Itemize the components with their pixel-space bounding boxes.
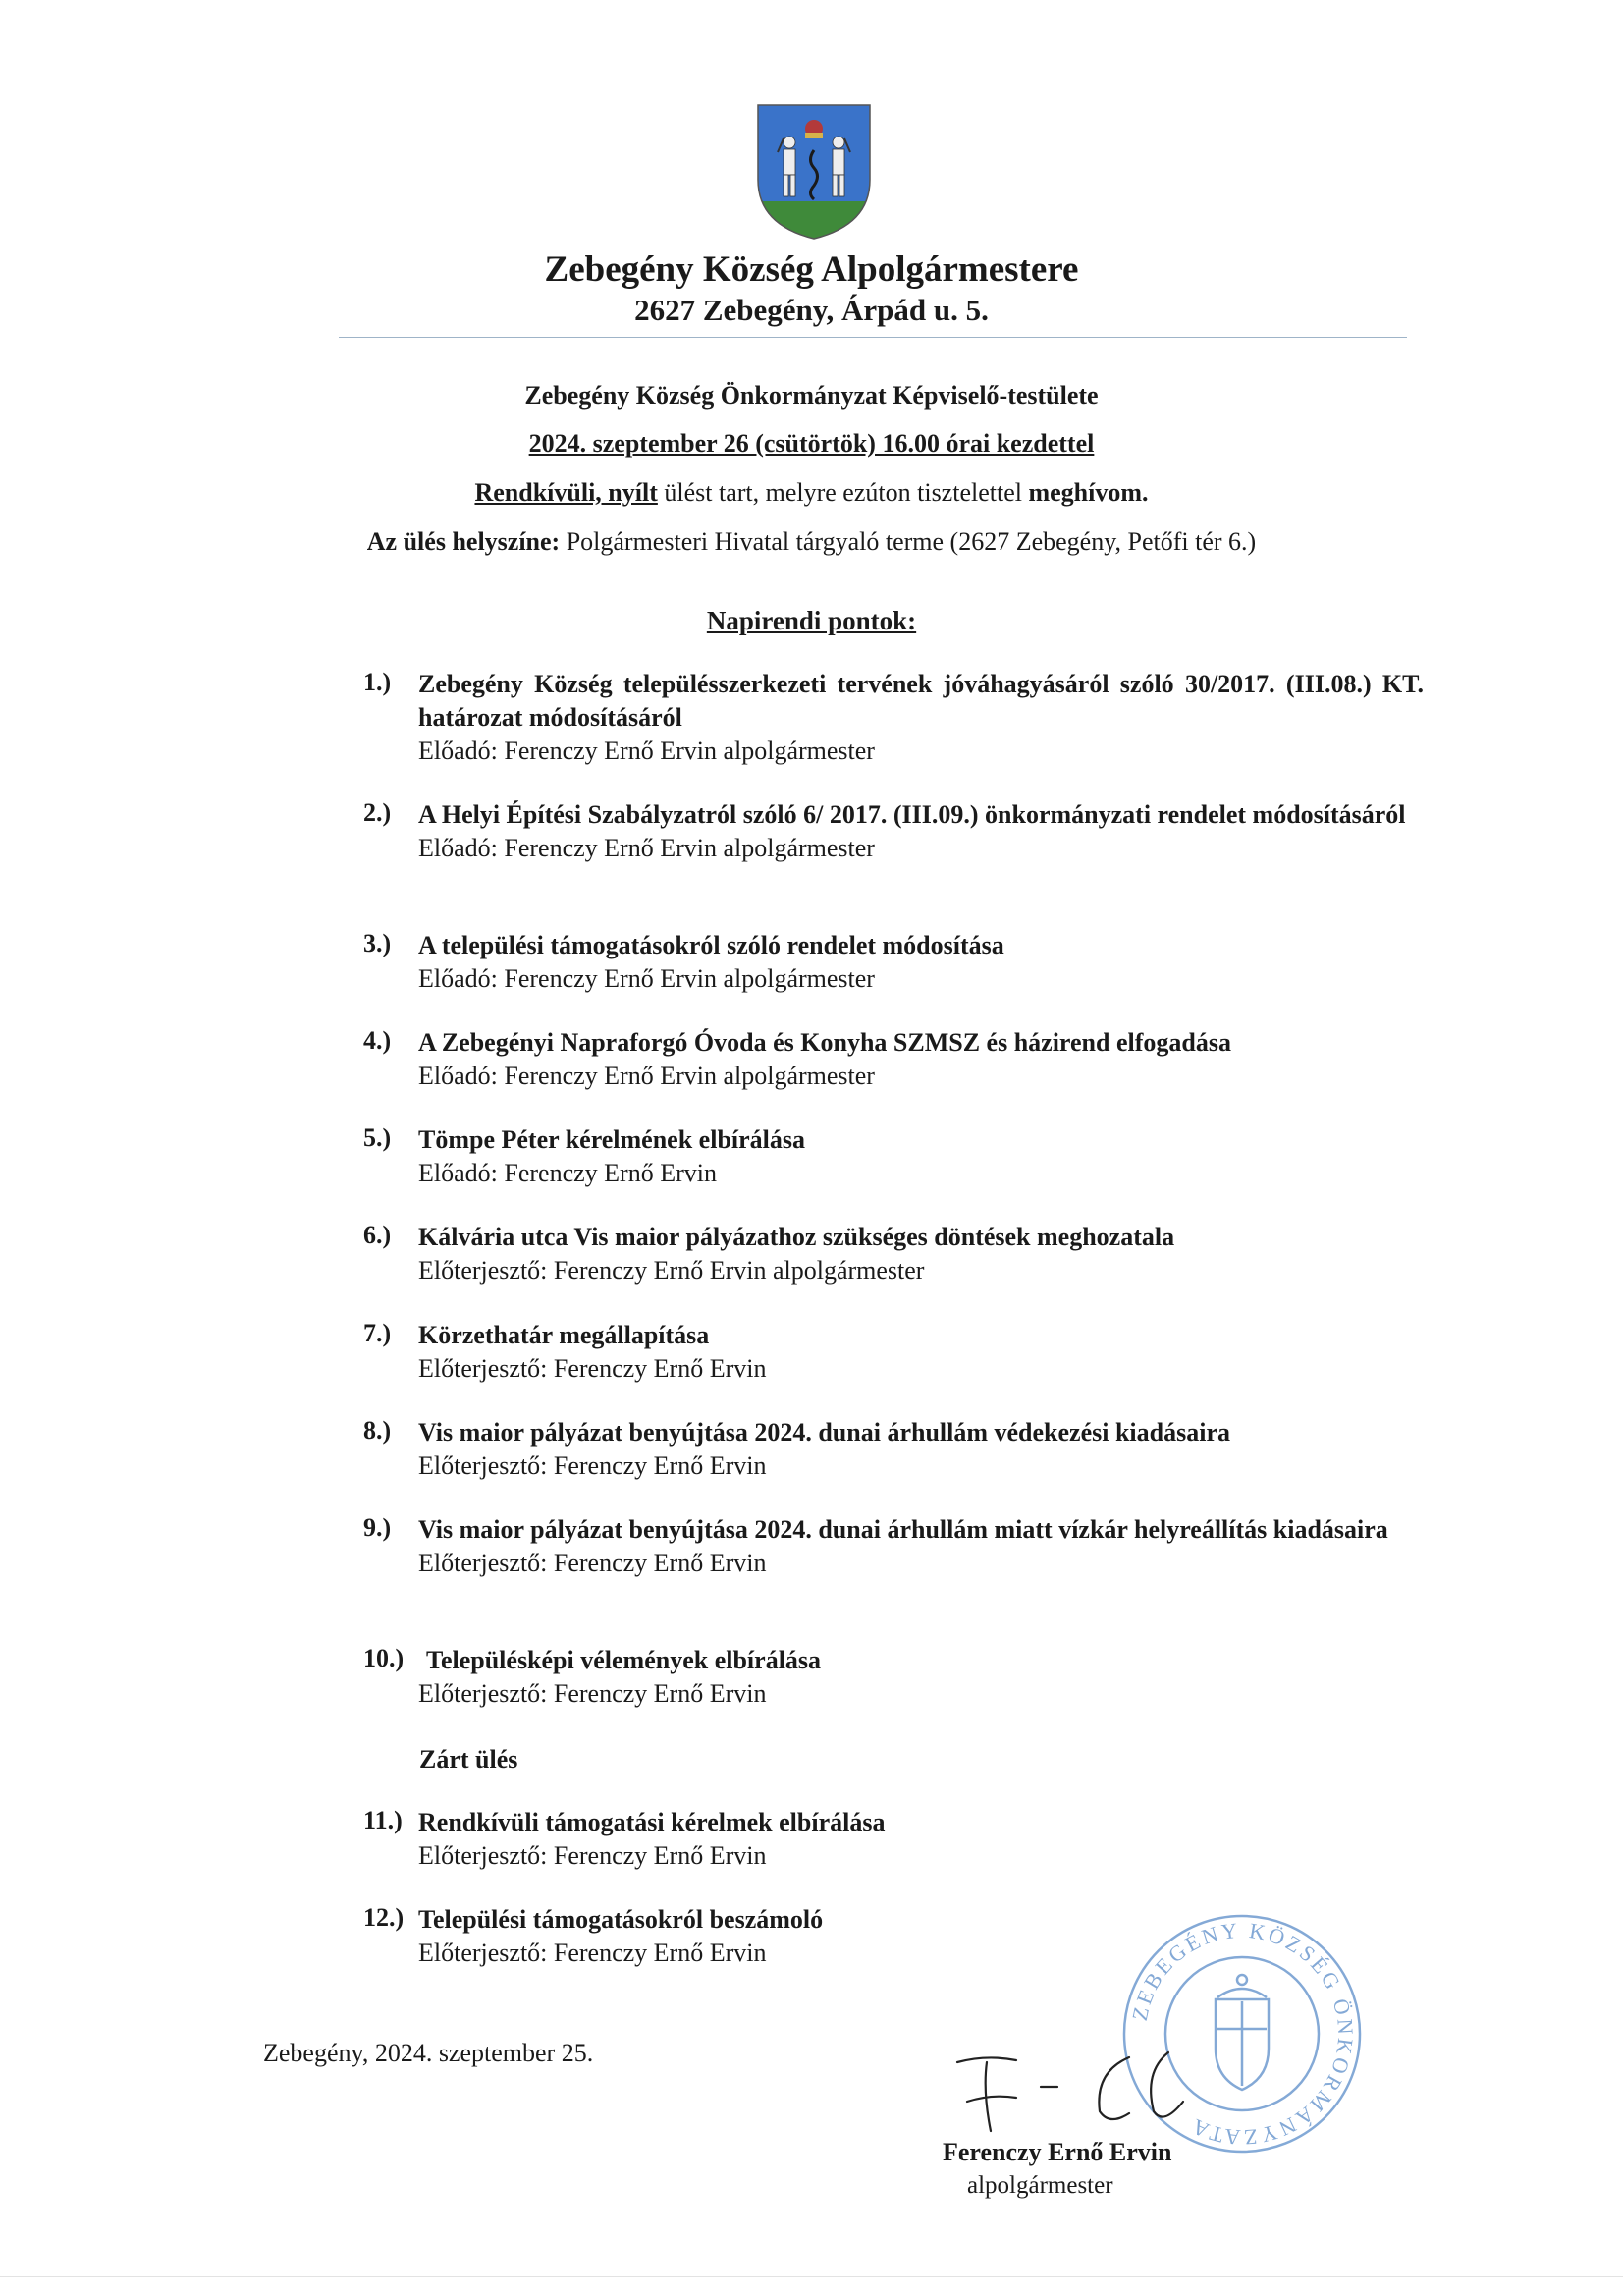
agenda-item <box>363 1319 1424 1386</box>
agenda-presenter: Előadó: Ferenczy Ernő Ervin <box>418 1159 717 1187</box>
agenda-number: 10.) <box>363 1644 405 1672</box>
agenda-title: Vis maior pályázat benyújtása 2024. dunai árhullám védekezési kiadásaira <box>418 1418 1230 1447</box>
invitation-end: meghívom. <box>1028 478 1149 507</box>
venue-text: Polgármesteri Hivatal tárgyaló terme (2627 Zebegény, Petőfi tér 6.) <box>560 527 1257 556</box>
agenda-number: 12.) <box>363 1903 405 1932</box>
handwritten-signature <box>947 2033 1242 2141</box>
agenda-number: 6.) <box>363 1221 392 1249</box>
agenda-title: Vis maior pályázat benyújtása 2024. dunai árhullám miatt vízkár helyreállítás kiadásaira <box>418 1515 1388 1544</box>
agenda-number: 1.) <box>363 668 392 696</box>
coat-of-arms <box>756 103 872 241</box>
agenda-number: 11.) <box>363 1806 403 1834</box>
page-bottom-line <box>0 2276 1623 2277</box>
agenda-item <box>363 1513 1424 1580</box>
agenda-presenter: Előterjesztő: Ferenczy Ernő Ervin <box>418 1354 767 1383</box>
agenda-item <box>363 1221 1424 1287</box>
signer-name: Ferenczy Ernő Ervin <box>943 2138 1172 2166</box>
agenda-item <box>363 1806 1424 1873</box>
agenda-number: 9.) <box>363 1513 392 1542</box>
agenda-number: 7.) <box>363 1319 392 1347</box>
agenda-presenter: Előadó: Ferenczy Ernő Ervin alpolgármester <box>418 737 875 765</box>
agenda-presenter: Előterjesztő: Ferenczy Ernő Ervin <box>418 1939 767 1967</box>
agenda-number: 2.) <box>363 798 392 827</box>
agenda-title: Tömpe Péter kérelmének elbírálása <box>418 1125 806 1154</box>
agenda-item <box>363 668 1424 768</box>
agenda-item <box>363 798 1424 865</box>
agenda-item <box>363 1416 1424 1483</box>
closed-session-heading: Zárt ülés <box>419 1745 518 1774</box>
agenda-item <box>363 1026 1424 1093</box>
agenda-title: A Helyi Építési Szabályzatról szóló 6/ 2017. (III.09.) önkormányzati rendelet módosításáról <box>418 800 1406 829</box>
header-divider <box>339 337 1407 338</box>
place-and-date: Zebegény, 2024. szeptember 25. <box>263 2039 594 2067</box>
signer-role: alpolgármester <box>967 2172 1113 2199</box>
agenda-presenter: Előterjesztő: Ferenczy Ernő Ervin <box>418 1679 767 1708</box>
agenda-item <box>363 1644 1424 1711</box>
agenda-presenter: Előterjesztő: Ferenczy Ernő Ervin alpolgármester <box>418 1256 925 1285</box>
agenda-number: 4.) <box>363 1026 392 1055</box>
agenda-title: Településképi vélemények elbírálása <box>426 1646 822 1674</box>
council-name: Zebegény Község Önkormányzat Képviselő-testülete <box>524 381 1099 410</box>
agenda-presenter: Előadó: Ferenczy Ernő Ervin alpolgármester <box>418 1062 875 1090</box>
agenda-number: 3.) <box>363 929 392 957</box>
agenda-item <box>363 1123 1424 1190</box>
agenda-number: 8.) <box>363 1416 392 1445</box>
session-type: Rendkívüli, nyílt <box>474 478 658 507</box>
venue-label: Az ülés helyszíne: <box>366 527 561 556</box>
venue-line <box>0 527 1623 557</box>
organization-address: 2627 Zebegény, Árpád u. 5. <box>634 293 989 327</box>
agenda-title: Kálvária utca Vis maior pályázathoz szükséges döntések meghozatala <box>418 1223 1175 1251</box>
agenda-title: A Zebegényi Napraforgó Óvoda és Konyha SZMSZ és házirend elfogadása <box>418 1028 1231 1057</box>
agenda-title: Zebegény Község településszerkezeti tervének jóváhagyásáról szóló 30/2017. (III.08.) KT. határozat módosításáról <box>418 670 1424 732</box>
agenda-presenter: Előadó: Ferenczy Ernő Ervin alpolgármester <box>418 834 875 862</box>
organization-name: Zebegény Község Alpolgármestere <box>544 249 1079 290</box>
agenda-presenter: Előterjesztő: Ferenczy Ernő Ervin <box>418 1451 767 1480</box>
agenda-item <box>363 929 1424 996</box>
agenda-presenter: Előterjesztő: Ferenczy Ernő Ervin <box>418 1841 767 1870</box>
agenda-title: Körzethatár megállapítása <box>418 1321 710 1349</box>
agenda-title: A települési támogatásokról szóló rendelet módosítása <box>418 931 1004 959</box>
invitation-text: ülést tart, melyre ezúton tisztelettel <box>657 478 1029 507</box>
stamp-text: ZEBEGÉNY KÖZSÉG ÖNKORMÁNYZATA <box>1126 1917 1359 2151</box>
invitation-line <box>0 478 1623 508</box>
agenda-presenter: Előterjesztő: Ferenczy Ernő Ervin <box>418 1549 767 1577</box>
agenda-presenter: Előadó: Ferenczy Ernő Ervin alpolgármester <box>418 964 875 993</box>
agenda-title: Települési támogatásokról beszámoló <box>418 1905 824 1934</box>
agenda-title: Rendkívüli támogatási kérelmek elbírálása <box>418 1808 886 1836</box>
session-time: 2024. szeptember 26 (csütörtök) 16.00 órai kezdettel <box>528 429 1095 458</box>
agenda-heading: Napirendi pontok: <box>706 606 917 635</box>
agenda-number: 5.) <box>363 1123 392 1152</box>
